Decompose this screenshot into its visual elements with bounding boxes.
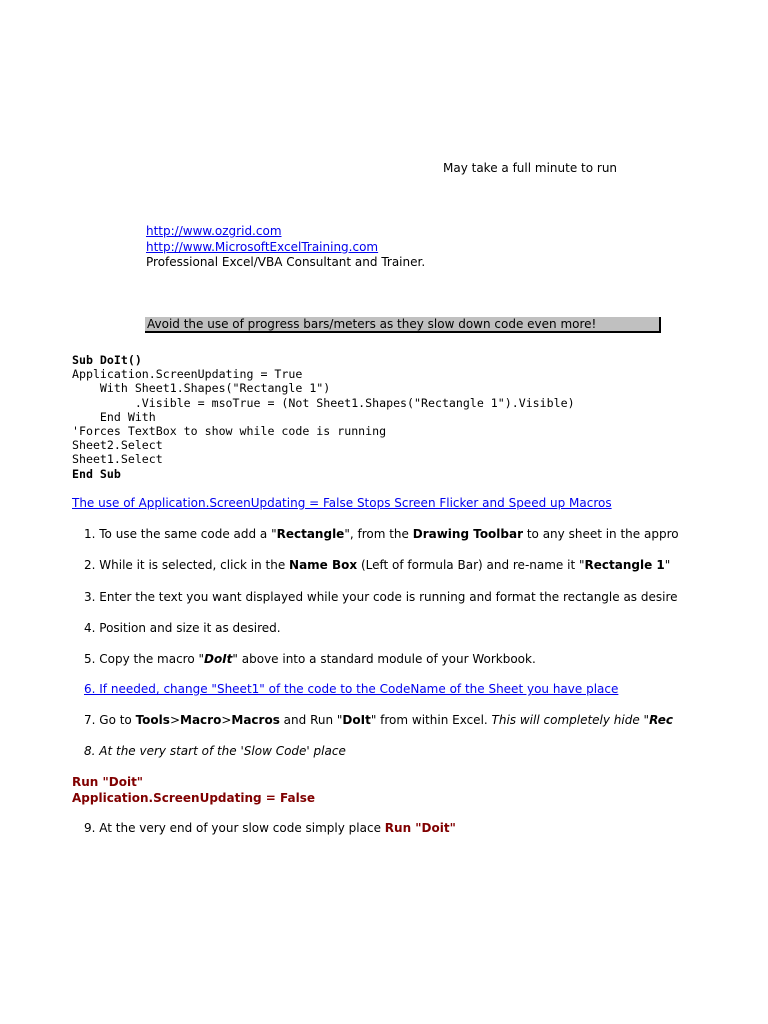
screen-updating-false-line: Application.ScreenUpdating = False: [72, 791, 315, 805]
step-1: 1. To use the same code add a "Rectangle", from the Drawing Toolbar to any sheet in the appro: [84, 527, 679, 541]
step-5: 5. Copy the macro "DoIt" above into a standard module of your Workbook.: [84, 652, 536, 666]
step-9: 9. At the very end of your slow code simply place Run "Doit": [84, 821, 456, 835]
code-line: End With: [72, 409, 156, 424]
code-line: Application.ScreenUpdating = True: [72, 367, 303, 382]
step-4: 4. Position and size it as desired.: [84, 621, 281, 635]
contact-links: [146, 224, 425, 271]
excel-training-link[interactable]: http://www.MicrosoftExcelTraining.com: [146, 239, 379, 254]
code-line: Sheet2.Select: [72, 438, 163, 453]
ozgrid-link[interactable]: http://www.ozgrid.com: [146, 224, 282, 238]
code-line: End Sub: [72, 466, 121, 481]
slow-code-start-lines: [72, 774, 315, 806]
screen-updating-heading-link[interactable]: The use of Application.ScreenUpdating = False Stops Screen Flicker and Speed up Macros: [72, 496, 612, 510]
code-line: With Sheet1.Shapes("Rectangle 1"): [72, 381, 331, 396]
code-line: Sub DoIt(): [72, 353, 142, 367]
code-line: 'Forces TextBox to show while code is running: [72, 424, 387, 439]
run-doit-line: Run "Doit": [72, 775, 144, 789]
vba-code-block: [72, 353, 575, 481]
progress-bar-warning-banner: Avoid the use of progress bars/meters as they slow down code even more!: [145, 317, 661, 333]
step-8: 8. At the very start of the 'Slow Code' place: [84, 744, 346, 758]
step-2: 2. While it is selected, click in the Name Box (Left of formula Bar) and re-name it "Rectangle 1": [84, 558, 671, 572]
step-6-link[interactable]: 6. If needed, change "Sheet1" of the code to the CodeName of the Sheet you have place: [84, 682, 619, 696]
code-line: Sheet1.Select: [72, 452, 163, 467]
code-line: .Visible = msoTrue = (Not Sheet1.Shapes("Rectangle 1").Visible): [72, 395, 575, 410]
step-3: 3. Enter the text you want displayed while your code is running and format the rectangle as desire: [84, 590, 678, 604]
runtime-note: May take a full minute to run: [443, 161, 618, 175]
step-7: 7. Go to Tools>Macro>Macros and Run "DoIt" from within Excel. This will completely hide "Rec: [84, 713, 673, 727]
tagline: Professional Excel/VBA Consultant and Trainer.: [146, 255, 426, 269]
